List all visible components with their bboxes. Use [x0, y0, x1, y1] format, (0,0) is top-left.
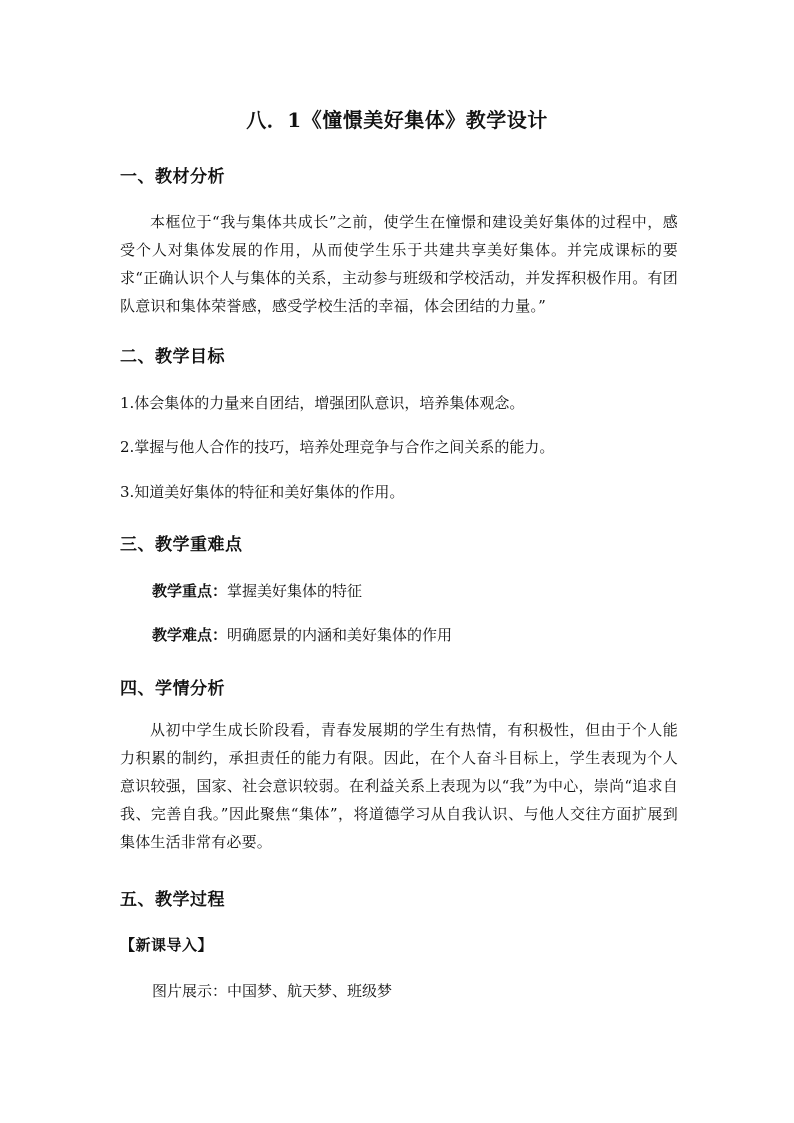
- section-heading-teaching-process: 五、教学过程: [120, 890, 225, 910]
- teaching-key-point-label: 教学重点：: [152, 582, 228, 600]
- picture-display-line: 图片展示：中国梦、航天梦、班级梦: [152, 982, 393, 1000]
- student-analysis-paragraph: 从初中学生成长阶段看，青春发展期的学生有热情，有积极性，但由于个人能力积累的制约，承担责任的能力有限。因此，在个人奋斗目标上，学生表现为个人意识较强，国家、社会意识较弱。在利益关系上表现为以“我”为中心，崇尚“追求自我、完善自我。”因此聚焦“集体”，将道德学习从自我认识、与他人交往方面扩展到集体生活非常有必要。: [120, 721, 678, 851]
- section-heading-student-analysis: 四、学情分析: [120, 679, 225, 699]
- teaching-difficult-point-label: 教学难点：: [152, 626, 228, 644]
- textbook-analysis-paragraph: 本框位于“我与集体共成长”之前，使学生在憧憬和建设美好集体的过程中，感受个人对集体发展的作用，从而使学生乐于共建共享美好集体。并完成课标的要求“正确认识个人与集体的关系，主动参与班级和学校活动，并发挥积极作用。有团队意识和集体荣誉感，感受学校生活的幸福，体会团结的力量。”: [120, 213, 678, 315]
- section-heading-teaching-goals: 二、教学目标: [120, 347, 225, 367]
- teaching-difficult-point-text: 明确愿景的内涵和美好集体的作用: [227, 626, 453, 644]
- document-title: 八．1《憧憬美好集体》教学设计: [246, 108, 548, 132]
- teaching-goal-item-1: 1.体会集体的力量来自团结，增强团队意识，培养集体观念。: [120, 394, 525, 412]
- teaching-difficult-point-line: [152, 624, 452, 646]
- new-lesson-introduction-heading: 【新课导入】: [120, 936, 214, 954]
- section-heading-key-difficult-points: 三、教学重难点: [120, 535, 243, 555]
- section-heading-textbook-analysis: 一、教材分析: [120, 167, 225, 187]
- teaching-goal-item-3: 3.知道美好集体的特征和美好集体的作用。: [120, 483, 405, 501]
- teaching-key-point-line: [152, 580, 362, 602]
- teaching-goal-item-2: 2.掌握与他人合作的技巧，培养处理竞争与合作之间关系的能力。: [120, 438, 555, 456]
- teaching-key-point-text: 掌握美好集体的特征: [227, 582, 363, 600]
